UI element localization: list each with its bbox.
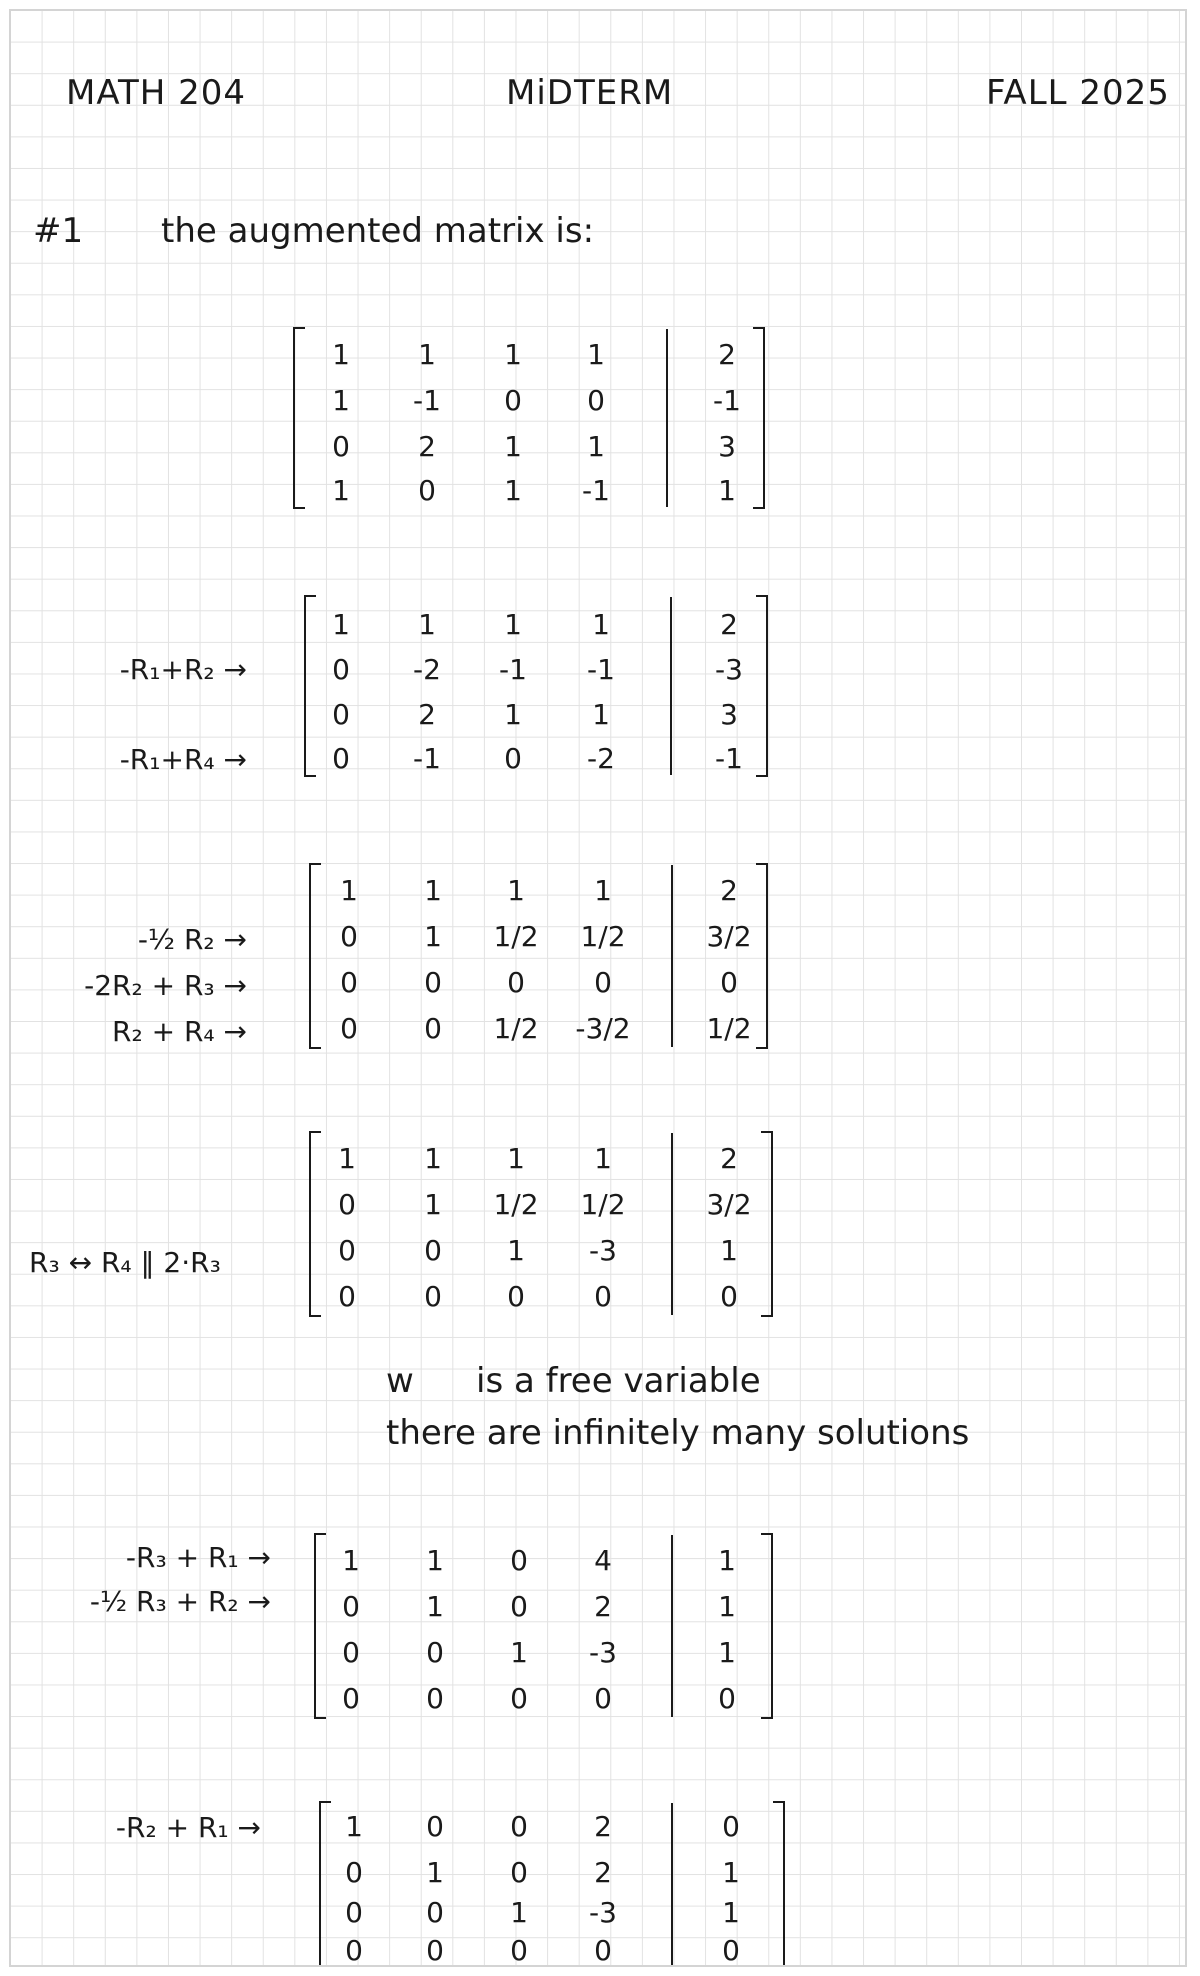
matrix-cell: 0 — [332, 430, 350, 463]
matrix-cell: 0 — [424, 1280, 442, 1313]
augment-bar — [670, 597, 672, 775]
solutions-note: there are infinitely many solutions — [386, 1413, 970, 1453]
matrix-cell: 1 — [504, 608, 522, 641]
matrix-cell: 1 — [507, 874, 525, 907]
matrix-cell: 3/2 — [706, 920, 752, 953]
matrix-cell: 1 — [718, 1544, 736, 1577]
matrix-cell: -1 — [499, 653, 527, 686]
matrix-cell: 0 — [720, 966, 738, 999]
matrix-cell: 0 — [332, 698, 350, 731]
matrix-cell: 1 — [594, 1142, 612, 1175]
matrix-cell: 0 — [332, 742, 350, 775]
right-bracket — [761, 1533, 773, 1719]
matrix-cell: -1 — [715, 742, 743, 775]
matrix-cell: 2 — [418, 430, 436, 463]
row-operation: -R₂ + R₁ → — [115, 1811, 261, 1844]
matrix-cell: 1 — [587, 338, 605, 371]
matrix-cell: 1 — [718, 474, 736, 507]
row-operation: R₃ ↔ R₄ ‖ 2·R₃ — [29, 1246, 221, 1279]
matrix-cell: 0 — [426, 1682, 444, 1715]
matrix-cell: 0 — [594, 966, 612, 999]
matrix-cell: 1 — [592, 608, 610, 641]
augment-bar — [671, 1133, 673, 1315]
matrix-cell: 1 — [424, 920, 442, 953]
matrix-cell: 1 — [426, 1544, 444, 1577]
matrix-cell: 1/2 — [706, 1012, 752, 1045]
matrix-cell: 0 — [426, 1896, 444, 1929]
matrix-cell: 2 — [418, 698, 436, 731]
matrix-cell: 1 — [424, 1188, 442, 1221]
matrix-cell: 2 — [718, 338, 736, 371]
row-operation: -R₃ + R₁ → — [125, 1541, 271, 1574]
matrix-cell: -1 — [413, 742, 441, 775]
matrix-cell: 0 — [594, 1280, 612, 1313]
augment-bar — [671, 1535, 673, 1717]
matrix-cell: 0 — [720, 1280, 738, 1313]
matrix-cell: 0 — [340, 1012, 358, 1045]
free-variable-symbol: w — [386, 1361, 414, 1401]
matrix-cell: 1/2 — [493, 920, 539, 953]
matrix-cell: -3 — [715, 653, 743, 686]
matrix-cell: -3 — [589, 1636, 617, 1669]
matrix-cell: 1 — [504, 338, 522, 371]
matrix-cell: 0 — [504, 384, 522, 417]
matrix-cell: 1 — [418, 608, 436, 641]
matrix-cell: 0 — [342, 1682, 360, 1715]
matrix-cell: 1/2 — [493, 1188, 539, 1221]
matrix-cell: 0 — [338, 1280, 356, 1313]
matrix-cell: 0 — [345, 1934, 363, 1967]
matrix-cell: 0 — [594, 1682, 612, 1715]
row-operation: -½ R₂ → — [137, 923, 247, 956]
matrix-cell: 1 — [504, 698, 522, 731]
problem-number: #1 — [33, 211, 84, 251]
matrix-cell: 3 — [720, 698, 738, 731]
matrix-cell: 1 — [507, 1234, 525, 1267]
right-bracket — [773, 1801, 785, 1967]
matrix-cell: 0 — [345, 1896, 363, 1929]
matrix-cell: 0 — [510, 1810, 528, 1843]
course-label: MATH 204 — [66, 73, 246, 113]
free-variable-note: is a free variable — [476, 1361, 761, 1401]
matrix-cell: -2 — [413, 653, 441, 686]
matrix-cell: 1 — [418, 338, 436, 371]
matrix-cell: 0 — [418, 474, 436, 507]
matrix-cell: 1 — [718, 1590, 736, 1623]
row-operation: -R₁+R₂ → — [119, 653, 247, 686]
matrix-cell: 1 — [345, 1810, 363, 1843]
matrix-cell: 0 — [510, 1934, 528, 1967]
matrix-cell: 1 — [594, 874, 612, 907]
row-operation: -R₁+R₄ → — [119, 743, 247, 776]
matrix-cell: 0 — [424, 1234, 442, 1267]
matrix-cell: 1 — [587, 430, 605, 463]
row-operation: R₂ + R₄ → — [112, 1015, 247, 1048]
matrix-cell: 1 — [722, 1856, 740, 1889]
matrix-cell: 1 — [332, 338, 350, 371]
matrix-cell: 3 — [718, 430, 736, 463]
matrix-cell: 0 — [718, 1682, 736, 1715]
graph-paper-sheet — [9, 9, 1187, 1967]
matrix-cell: 1 — [424, 1142, 442, 1175]
matrix-cell: -3 — [589, 1234, 617, 1267]
matrix-cell: 0 — [507, 966, 525, 999]
matrix-cell: 0 — [332, 653, 350, 686]
matrix-cell: 0 — [424, 1012, 442, 1045]
matrix-cell: 0 — [345, 1856, 363, 1889]
right-bracket — [761, 1131, 773, 1317]
matrix-cell: 1 — [718, 1636, 736, 1669]
matrix-cell: 1 — [720, 1234, 738, 1267]
matrix-cell: 1/2 — [580, 920, 626, 953]
left-bracket — [293, 327, 305, 509]
matrix-cell: 1 — [510, 1896, 528, 1929]
matrix-cell: 2 — [720, 1142, 738, 1175]
row-operation: -2R₂ + R₃ → — [84, 969, 247, 1002]
matrix-cell: 1 — [510, 1636, 528, 1669]
matrix-cell: 0 — [342, 1590, 360, 1623]
matrix-cell: 0 — [587, 384, 605, 417]
matrix-cell: 2 — [720, 874, 738, 907]
matrix-cell: 0 — [426, 1810, 444, 1843]
augment-bar — [671, 865, 673, 1047]
matrix-cell: 0 — [426, 1934, 444, 1967]
matrix-cell: 0 — [338, 1188, 356, 1221]
matrix-cell: 3/2 — [706, 1188, 752, 1221]
matrix-cell: 1 — [332, 474, 350, 507]
matrix-cell: -3 — [589, 1896, 617, 1929]
matrix-cell: 2 — [594, 1810, 612, 1843]
matrix-cell: 2 — [594, 1856, 612, 1889]
matrix-cell: 0 — [722, 1934, 740, 1967]
matrix-cell: 1 — [342, 1544, 360, 1577]
matrix-cell: 0 — [507, 1280, 525, 1313]
matrix-cell: 0 — [594, 1934, 612, 1967]
matrix-cell: -3/2 — [575, 1012, 631, 1045]
augment-bar — [671, 1803, 673, 1967]
matrix-cell: -1 — [713, 384, 741, 417]
matrix-cell: 1/2 — [493, 1012, 539, 1045]
matrix-cell: 0 — [424, 966, 442, 999]
exam-title: MiDTERM — [506, 73, 674, 113]
matrix-cell: 1 — [332, 384, 350, 417]
problem-statement: the augmented matrix is: — [161, 211, 595, 251]
matrix-cell: 0 — [510, 1544, 528, 1577]
matrix-cell: 1 — [340, 874, 358, 907]
matrix-cell: 1 — [504, 474, 522, 507]
matrix-cell: 0 — [340, 966, 358, 999]
matrix-cell: 0 — [340, 920, 358, 953]
matrix-cell: -1 — [413, 384, 441, 417]
matrix-cell: 2 — [720, 608, 738, 641]
matrix-cell: 1 — [426, 1590, 444, 1623]
matrix-cell: -2 — [587, 742, 615, 775]
matrix-cell: 0 — [510, 1682, 528, 1715]
matrix-cell: 1 — [722, 1896, 740, 1929]
matrix-cell: 0 — [338, 1234, 356, 1267]
matrix-cell: 0 — [722, 1810, 740, 1843]
matrix-cell: -1 — [587, 653, 615, 686]
matrix-cell: 1 — [504, 430, 522, 463]
matrix-cell: 2 — [594, 1590, 612, 1623]
matrix-cell: 1 — [426, 1856, 444, 1889]
matrix-cell: 1 — [507, 1142, 525, 1175]
row-operation: -½ R₃ + R₂ → — [89, 1585, 271, 1618]
matrix-cell: 0 — [342, 1636, 360, 1669]
matrix-cell: 0 — [504, 742, 522, 775]
matrix-cell: -1 — [582, 474, 610, 507]
matrix-cell: 1/2 — [580, 1188, 626, 1221]
matrix-cell: 1 — [424, 874, 442, 907]
matrix-cell: 1 — [332, 608, 350, 641]
matrix-cell: 1 — [592, 698, 610, 731]
matrix-cell: 4 — [594, 1544, 612, 1577]
augment-bar — [666, 329, 668, 507]
matrix-cell: 1 — [338, 1142, 356, 1175]
matrix-cell: 0 — [426, 1636, 444, 1669]
term-label: FALL 2025 — [986, 73, 1170, 113]
matrix-cell: 0 — [510, 1856, 528, 1889]
matrix-cell: 0 — [510, 1590, 528, 1623]
